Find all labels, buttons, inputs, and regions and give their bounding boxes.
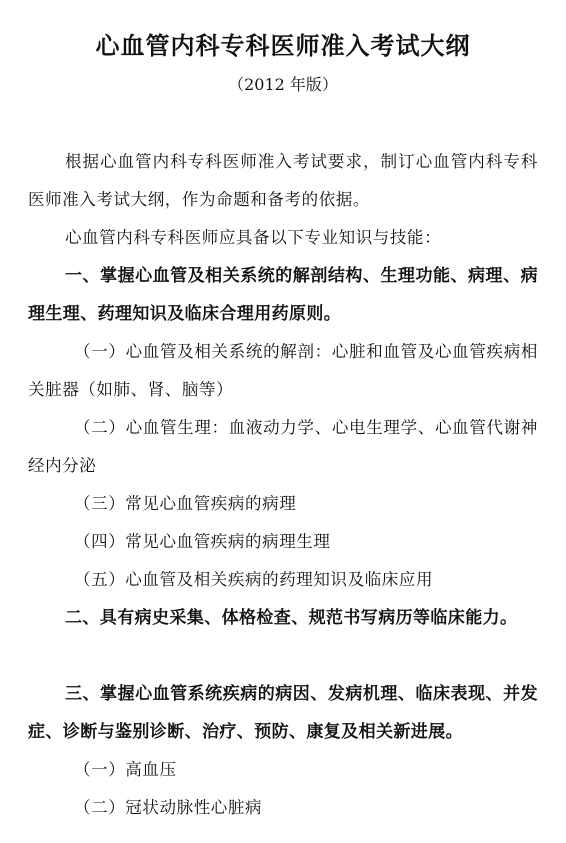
section-heading-2: 二、具有病史采集、体格检查、规范书写病历等临床能力。 <box>65 608 518 628</box>
subsection-item-1-1: （一）心血管及相关系统的解剖：心脏和血管及心血管疾病相关脏器（如肺、肾、脑等） <box>28 342 538 399</box>
intro-paragraph: 根据心血管内科专科医师准入考试要求，制订心血管内科专科医师准入考试大纲，作为命题和备考的依据。 <box>28 152 538 209</box>
subsection-item-1-2: （二）心血管生理：血液动力学、心电生理学、心血管代谢神经内分泌 <box>28 418 538 475</box>
subsection-item-1-4: （四）常见心血管疾病的病理生理 <box>74 532 331 551</box>
section-heading-1: 一、掌握心血管及相关系统的解剖结构、生理功能、病理、病理生理、药理知识及临床合理用药原则。 <box>28 266 538 324</box>
section-heading-3: 三、掌握心血管系统疾病的病因、发病机理、临床表现、并发症、诊断与鉴别诊断、治疗、预防、康复及相关新进展。 <box>28 684 538 742</box>
subsection-item-1-3: （三）常见心血管疾病的病理 <box>74 494 297 513</box>
subsection-item-3-1: （一）高血压 <box>74 760 177 779</box>
requirements-intro: 心血管内科专科医师应具备以下专业知识与技能： <box>65 228 442 247</box>
subsection-item-3-2: （二）冠状动脉性心脏病 <box>74 798 263 817</box>
document-edition: （2012 年版） <box>228 75 338 94</box>
subsection-item-1-5: （五）心血管及相关疾病的药理知识及临床应用 <box>74 570 434 589</box>
document-title: 心血管内科专科医师准入考试大纲 <box>95 32 471 60</box>
